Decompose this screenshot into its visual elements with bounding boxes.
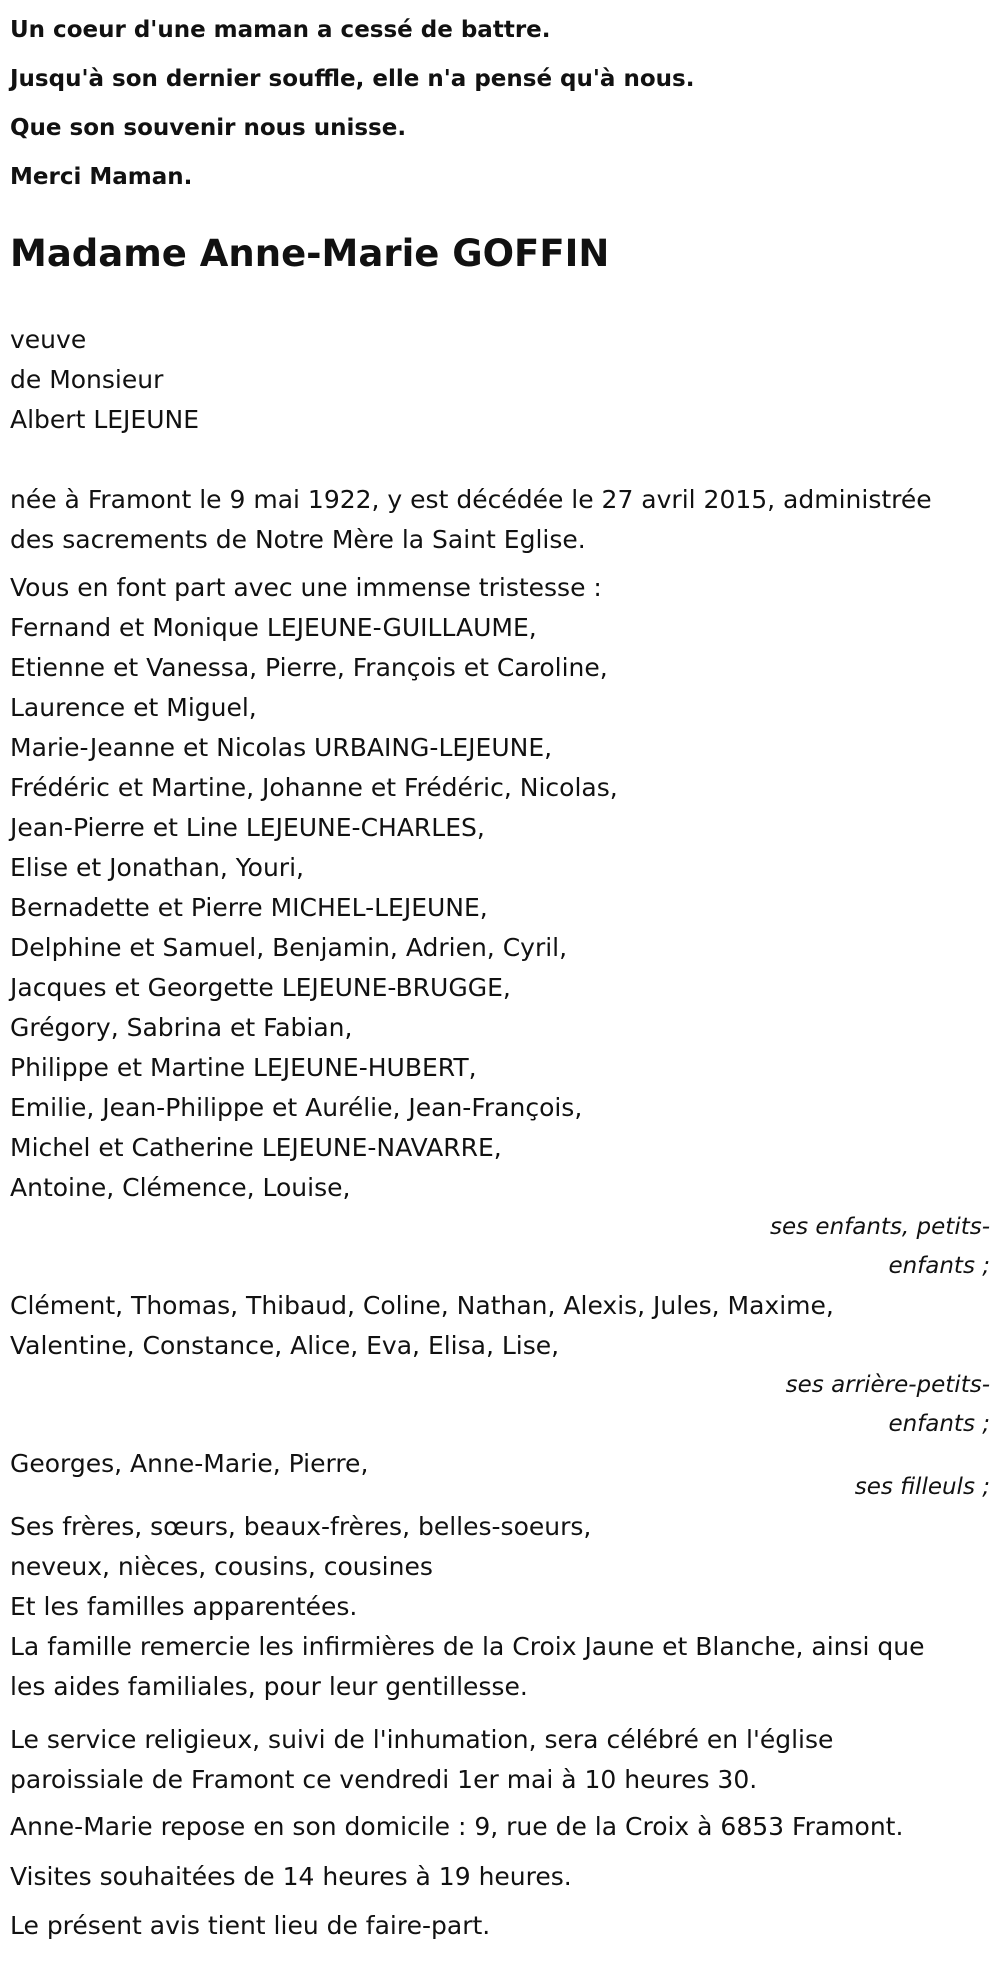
godchildren-relation: ses filleuls ; xyxy=(854,1474,990,1500)
service-line: paroissiale de Framont ce vendredi 1er mai à 10 heures 30. xyxy=(10,1765,758,1794)
family-line: Et les familles apparentées. xyxy=(10,1592,358,1621)
family-line: neveux, nièces, cousins, cousines xyxy=(10,1552,433,1581)
children-line: Antoine, Clémence, Louise, xyxy=(10,1173,351,1202)
birth-death-line: née à Framont le 9 mai 1922, y est décédée le 27 avril 2015, administrée xyxy=(10,485,932,514)
children-line: Marie-Jeanne et Nicolas URBAING-LEJEUNE, xyxy=(10,733,553,762)
family-line: les aides familiales, pour leur gentillesse. xyxy=(10,1672,528,1701)
children-line: Etienne et Vanessa, Pierre, François et Caroline, xyxy=(10,653,608,682)
birth-death-block xyxy=(10,480,990,560)
children-line: Philippe et Martine LEJEUNE-HUBERT, xyxy=(10,1053,477,1082)
birth-death-line: des sacrements de Notre Mère la Saint Eglise. xyxy=(10,525,586,554)
intro-verse xyxy=(10,6,990,202)
godchildren-line: Georges, Anne-Marie, Pierre, xyxy=(10,1449,369,1478)
children-line: Jean-Pierre et Line LEJEUNE-CHARLES, xyxy=(10,813,485,842)
children-line: Laurence et Miguel, xyxy=(10,693,257,722)
intro-line: Un coeur d'une maman a cessé de battre. xyxy=(10,17,551,43)
family-line: La famille remercie les infirmières de la Croix Jaune et Blanche, ainsi que xyxy=(10,1632,925,1661)
widow-line: de Monsieur xyxy=(10,365,164,394)
children-list xyxy=(10,608,990,1208)
intro-line: Merci Maman. xyxy=(10,164,193,190)
children-relation: ses enfants, petits-enfants ; xyxy=(770,1214,991,1279)
service-block xyxy=(10,1720,990,1800)
repose-line: Anne-Marie repose en son domicile : 9, rue de la Croix à 6853 Framont. xyxy=(10,1812,904,1841)
children-line: Bernadette et Pierre MICHEL-LEJEUNE, xyxy=(10,893,488,922)
family-block xyxy=(10,1507,990,1707)
announcement-line: Vous en font part avec une immense tristesse : xyxy=(10,573,602,602)
children-line: Fernand et Monique LEJEUNE-GUILLAUME, xyxy=(10,613,537,642)
intro-line: Jusqu'à son dernier souffle, elle n'a pensé qu'à nous. xyxy=(10,66,695,92)
children-line: Delphine et Samuel, Benjamin, Adrien, Cyril, xyxy=(10,933,568,962)
announcement-block xyxy=(10,568,990,1707)
deceased-name: Madame Anne-Marie GOFFIN xyxy=(10,232,610,275)
children-line: Michel et Catherine LEJEUNE-NAVARRE, xyxy=(10,1133,502,1162)
children-line: Elise et Jonathan, Youri, xyxy=(10,853,304,882)
children-line: Grégory, Sabrina et Fabian, xyxy=(10,1013,353,1042)
great-grandchildren-line: Valentine, Constance, Alice, Eva, Elisa, Lise, xyxy=(10,1331,560,1360)
service-line: Le service religieux, suivi de l'inhumation, sera célébré en l'église xyxy=(10,1725,834,1754)
widow-line: veuve xyxy=(10,325,87,354)
intro-line: Que son souvenir nous unisse. xyxy=(10,115,407,141)
faire-part-line: Le présent avis tient lieu de faire-part. xyxy=(10,1911,491,1940)
widow-block xyxy=(10,320,990,440)
children-line: Frédéric et Martine, Johanne et Frédéric, Nicolas, xyxy=(10,773,618,802)
visits-line: Visites souhaitées de 14 heures à 19 heures. xyxy=(10,1862,572,1891)
children-line: Emilie, Jean-Philippe et Aurélie, Jean-François, xyxy=(10,1093,583,1122)
family-line: Ses frères, sœurs, beaux-frères, belles-soeurs, xyxy=(10,1512,592,1541)
great-grandchildren-relation: ses arrière-petits-enfants ; xyxy=(785,1372,990,1437)
children-line: Jacques et Georgette LEJEUNE-BRUGGE, xyxy=(10,973,511,1002)
great-grandchildren-line: Clément, Thomas, Thibaud, Coline, Nathan, Alexis, Jules, Maxime, xyxy=(10,1291,834,1320)
widow-line: Albert LEJEUNE xyxy=(10,405,200,434)
